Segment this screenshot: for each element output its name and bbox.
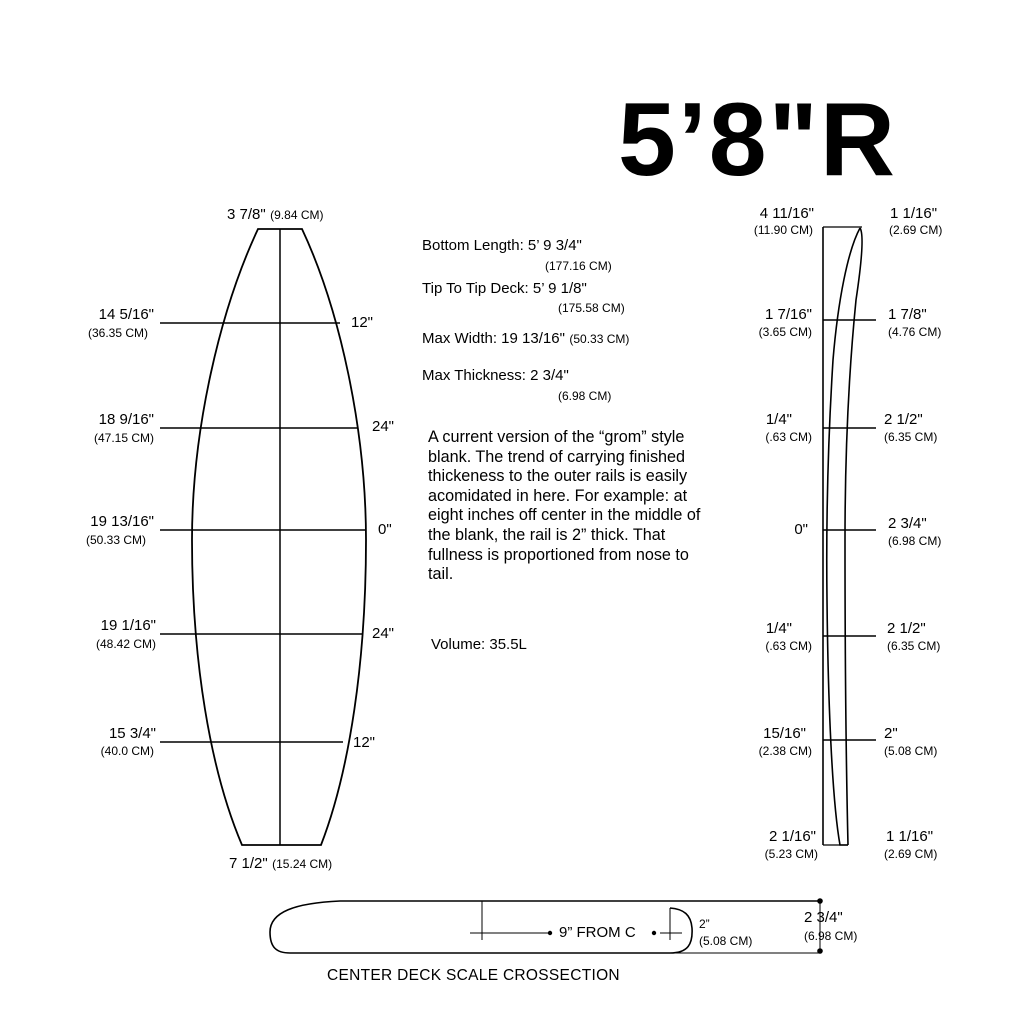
spec-max-thickness-cm: (6.98 CM) — [558, 389, 612, 403]
spec-max-width-cm: (50.33 CM) — [569, 332, 630, 346]
profile-left-7-cm: (5.23 CM) — [764, 847, 818, 861]
center-thickness-cm: (6.98 CM) — [804, 929, 858, 943]
profile-left-6: 15/16" — [763, 725, 806, 742]
station-3-width-cm: (50.33 CM) — [85, 533, 146, 547]
board-outline — [192, 229, 366, 845]
profile-right-3: 2 1/2" — [884, 411, 923, 428]
nose-width: 3 7/8" — [227, 206, 266, 223]
nose-width-cm: (9.84 CM) — [270, 208, 324, 222]
station-1-width-cm: (36.35 CM) — [87, 326, 148, 340]
from-center-label: 9” FROM C — [559, 924, 636, 941]
thickness-dot-bottom — [817, 948, 823, 954]
profile-right-1-cm: (2.69 CM) — [889, 223, 943, 237]
station-3-offset: 0" — [378, 521, 392, 538]
station-2-width: 18 9/16" — [98, 411, 154, 428]
station-5-width-cm: (40.0 CM) — [100, 744, 154, 758]
description: A current version of the “grom” style blank. The trend of carrying finished thickeness to the outer rails is easily acomidated in here. For example: at eight inches off center in the middle of the blank, the rail is 2” thick. That fullness is proportioned from nose to tail. — [428, 428, 701, 584]
profile-left-6-cm: (2.38 CM) — [758, 744, 812, 758]
profile-left-5: 1/4" — [765, 620, 792, 637]
profile-right-4: 2 3/4" — [888, 515, 927, 532]
profile-right-5-cm: (6.35 CM) — [887, 639, 941, 653]
profile-left-7: 2 1/16" — [768, 828, 816, 845]
profile-left-2: 1 7/16" — [764, 306, 812, 323]
rail-thickness-cm: (5.08 CM) — [699, 934, 753, 948]
profile-right-3-cm: (6.35 CM) — [884, 430, 938, 444]
profile-right-7-cm: (2.69 CM) — [884, 847, 938, 861]
profile-right-2-cm: (4.76 CM) — [888, 325, 942, 339]
station-4-width-cm: (48.42 CM) — [95, 637, 156, 651]
station-4-offset: 24" — [372, 625, 395, 642]
station-3-width: 19 13/16" — [90, 513, 154, 530]
profile-left-5-cm: (.63 CM) — [765, 639, 812, 653]
profile-right-2: 1 7/8" — [888, 306, 927, 323]
model-title: 5’8"R — [618, 82, 897, 198]
cross-section-caption: CENTER DECK SCALE CROSSECTION — [327, 967, 620, 984]
volume: Volume: 35.5L — [431, 636, 527, 653]
tail-width: 7 1/2" — [229, 855, 268, 872]
profile-left-3-cm: (.63 CM) — [765, 430, 812, 444]
center-dot — [548, 931, 552, 935]
profile-left-1-cm: (11.90 CM) — [753, 223, 813, 237]
profile-right-5: 2 1/2" — [887, 620, 926, 637]
profile-left-4: 0" — [794, 521, 808, 538]
center-thickness-label: 2 3/4" — [804, 909, 843, 926]
rail-dot — [652, 931, 656, 935]
station-2-offset: 24" — [372, 418, 395, 435]
spec-bottom-length-cm: (177.16 CM) — [545, 259, 612, 273]
spec-max-thickness: Max Thickness: 2 3/4" — [422, 367, 569, 384]
profile-right-6-cm: (5.08 CM) — [884, 744, 938, 758]
profile-left-1: 4 11/16" — [759, 205, 814, 222]
profile-right-6: 2" — [884, 725, 898, 742]
nose-width-label — [227, 206, 323, 224]
spec-max-width: Max Width: 19 13/16" — [422, 330, 565, 347]
station-1-offset: 12" — [351, 314, 374, 331]
tail-width-cm: (15.24 CM) — [272, 857, 333, 871]
spec-tip-to-tip-cm: (175.58 CM) — [558, 301, 625, 315]
tail-width-label — [229, 855, 332, 873]
rail-thickness-label: 2” — [699, 917, 710, 931]
station-2-width-cm: (47.15 CM) — [93, 431, 154, 445]
spec-tip-to-tip: Tip To Tip Deck: 5’ 9 1/8" — [422, 280, 587, 297]
profile-left-2-cm: (3.65 CM) — [758, 325, 812, 339]
station-4-width: 19 1/16" — [100, 617, 156, 634]
profile-right-1: 1 1/16" — [890, 205, 938, 222]
station-1-width: 14 5/16" — [98, 306, 154, 323]
profile-left-3: 1/4" — [765, 411, 792, 428]
station-5-width: 15 3/4" — [108, 725, 156, 742]
profile-right-4-cm: (6.98 CM) — [888, 534, 942, 548]
thickness-dot-top — [817, 898, 823, 904]
spec-max-width-row — [422, 330, 629, 348]
spec-bottom-length: Bottom Length: 5’ 9 3/4" — [422, 237, 582, 254]
profile-right-7: 1 1/16" — [886, 828, 934, 845]
station-5-offset: 12" — [353, 734, 376, 751]
